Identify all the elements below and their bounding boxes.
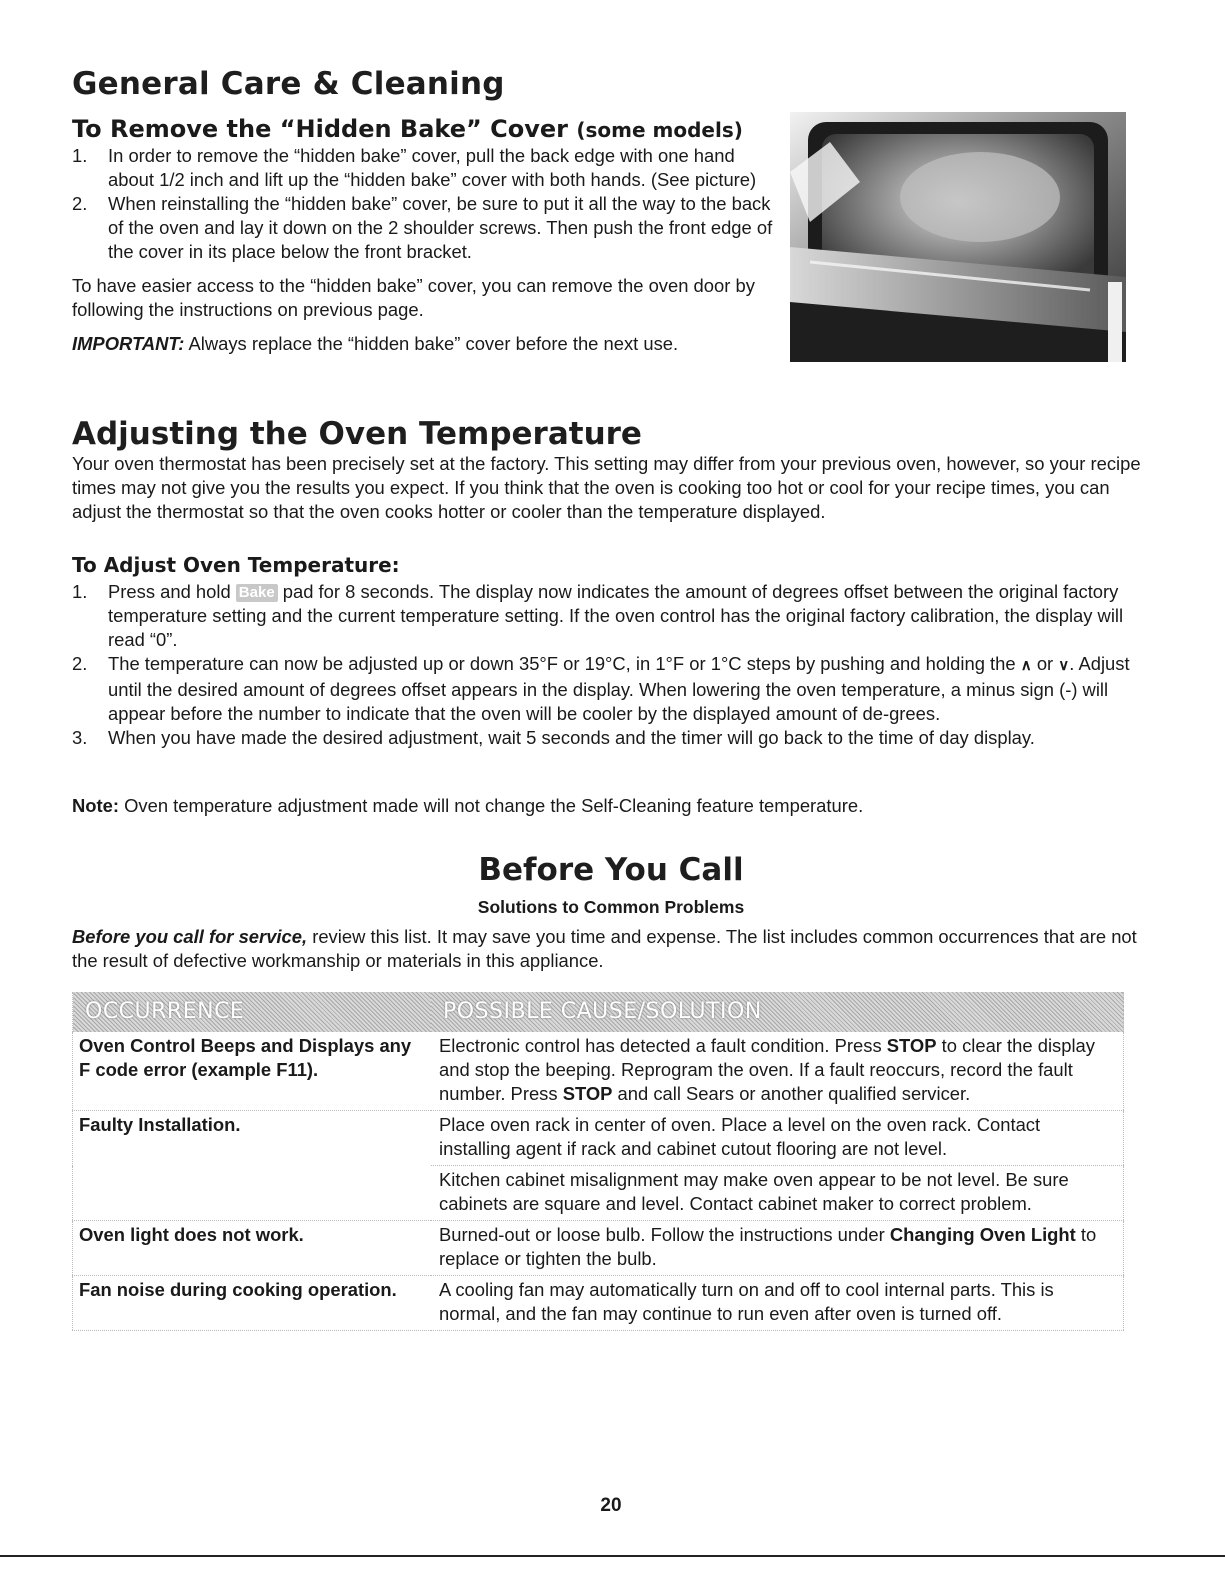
adjust-step-3 (72, 726, 1147, 750)
remove-step-2 (72, 192, 777, 264)
access-paragraph: To have easier access to the “hidden bake” cover, you can remove the oven door by following the instructions on previous page. (72, 275, 755, 320)
solution-text: and call Sears or another qualified servicer. (612, 1083, 971, 1104)
remove-cover-block (72, 144, 777, 356)
troubleshooting-table (72, 992, 1124, 1331)
solution-keyword: STOP (886, 1035, 937, 1056)
important-label: IMPORTANT: (72, 333, 185, 354)
before-you-call-title: Before You Call (478, 852, 744, 888)
occurrence-cell: Fan noise during cooking operation. (73, 1276, 432, 1331)
remove-cover-title (72, 115, 743, 143)
solution-cell (431, 1032, 1124, 1111)
solution-keyword: STOP (562, 1083, 613, 1104)
table-row (73, 1221, 1124, 1276)
remove-cover-steps (72, 144, 777, 264)
adjust-steps (72, 580, 1147, 750)
note-text: Oven temperature adjustment made will not change the Self-Cleaning feature temperature. (119, 795, 864, 816)
bake-pad-label: Bake (236, 584, 278, 602)
table-row (73, 1111, 1124, 1166)
step-number: 2. (72, 193, 88, 214)
step-number: 1. (72, 581, 88, 602)
step-or: or (1031, 653, 1059, 674)
step-text-start: Press and hold (108, 581, 236, 602)
solution-cell: Kitchen cabinet misalignment may make oven appear to be not level. Be sure cabinets are square and level. Contact cabinet maker to correct problem. (431, 1166, 1124, 1221)
adjust-step-1 (72, 580, 1147, 652)
oven-interior-image (790, 112, 1126, 362)
occurrence-cell: Faulty Installation. (73, 1111, 432, 1221)
header-solution: POSSIBLE CAUSE/SOLUTION (431, 992, 1124, 1032)
important-paragraph (72, 332, 777, 356)
remove-cover-title-note: (some models) (576, 118, 743, 142)
step-text: When you have made the desired adjustment, wait 5 seconds and the timer will go back to the time of day display. (108, 727, 1035, 748)
solution-cell (431, 1221, 1124, 1276)
important-text: Always replace the “hidden bake” cover before the next use. (184, 333, 679, 354)
solution-text: Electronic control has detected a fault condition. Press (439, 1035, 887, 1056)
table-header-row (73, 992, 1124, 1032)
adjust-temperature-title: Adjusting the Oven Temperature (72, 416, 642, 452)
occurrence-cell: Oven Control Beeps and Displays any F code error (example F11). (73, 1032, 432, 1111)
adjust-step-2 (72, 652, 1147, 726)
before-you-call-subtitle: Solutions to Common Problems (477, 897, 745, 917)
page-number: 20 (600, 1495, 622, 1516)
adjust-intro-paragraph: Your oven thermostat has been precisely set at the factory. This setting may differ from your previous oven, however, so your recipe times may not give you the results you expect. If you think that the oven is cooking too hot or cool for your recipe times, you can adjust the thermostat so that the oven cooks hotter or cooler than the temperature displayed. (72, 453, 1141, 522)
solution-cell: A cooling fan may automatically turn on and off to cool internal parts. This is normal, and the fan may continue to run even after oven is turned off. (431, 1276, 1124, 1331)
solution-cell: Place oven rack in center of oven. Place a level on the oven rack. Contact installing agent if rack and cabinet cutout flooring are not level. (431, 1111, 1124, 1166)
note-paragraph (72, 794, 863, 818)
occurrence-cell: Oven light does not work. (73, 1221, 432, 1276)
table-row (73, 1276, 1124, 1331)
header-occurrence: OCCURRENCE (73, 992, 432, 1032)
remove-step-1 (72, 144, 777, 192)
intro-emphasis: Before you call for service, (72, 926, 308, 947)
before-you-call-intro (72, 925, 1147, 973)
hidden-bake-cover-photo (790, 112, 1126, 362)
step-text-end: . Adjust until the desired amount of degrees offset appears in the display. When lowering the oven temperature, a minus sign (-) will appear before the number to indicate that the oven will be cooler by the displayed amount of de-grees. (108, 653, 1130, 724)
step-number: 2. (72, 653, 88, 674)
step-number: 3. (72, 727, 88, 748)
solution-text: Burned-out or loose bulb. Follow the instructions under (439, 1224, 890, 1245)
adjust-subtitle: To Adjust Oven Temperature: (72, 553, 400, 577)
step-text: When reinstalling the “hidden bake” cover, be sure to put it all the way to the back of the oven and lay it down on the 2 shoulder screws. Then push the front edge of the cover in its place below the front bracket. (108, 193, 773, 262)
step-number: 1. (72, 145, 88, 166)
step-text-end: pad for 8 seconds. The display now indicates the amount of degrees offset between the original factory temperature setting and the current temperature setting. If the oven control has the original factory calibration, the display will read “0”. (108, 581, 1124, 650)
general-care-title: General Care & Cleaning (72, 66, 505, 102)
note-label: Note: (72, 795, 119, 816)
solution-text: to replace or tighten the bulb. (439, 1224, 1097, 1269)
remove-cover-title-main: To Remove the “Hidden Bake” Cover (72, 115, 568, 143)
solution-text: to clear the display and stop the beeping. Reprogram the oven. If a fault reoccurs, record the fault number. Press (439, 1035, 1095, 1104)
intro-text: review this list. It may save you time and expense. The list includes common occurrences that are not the result of defective workmanship or materials in this appliance. (72, 926, 1137, 971)
table-row (73, 1032, 1124, 1111)
up-arrow-icon: ∧ (1020, 657, 1032, 674)
solution-keyword: Changing Oven Light (889, 1224, 1076, 1245)
bottom-rule (0, 1555, 1225, 1557)
down-arrow-icon: ∨ (1058, 657, 1070, 674)
step-text-start: The temperature can now be adjusted up or down 35°F or 19°C, in 1°F or 1°C steps by pushing and holding the (108, 653, 1021, 674)
step-text: In order to remove the “hidden bake” cover, pull the back edge with one hand about 1/2 inch and lift up the “hidden bake” cover with both hands. (See picture) (108, 145, 757, 190)
